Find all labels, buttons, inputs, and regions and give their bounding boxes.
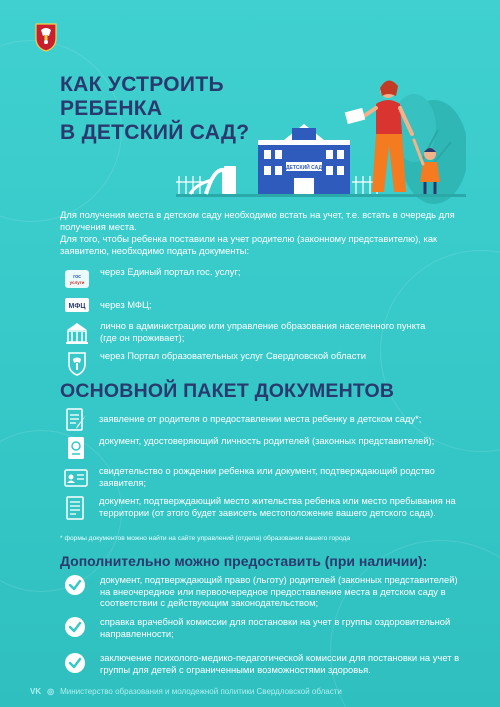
footer (30, 687, 342, 696)
extra-text: справка врачебной комиссии для постановки на учет в группы оздоровительной направленности; (100, 616, 451, 639)
extra-item (64, 574, 465, 609)
instagram-icon[interactable]: ◎ (47, 687, 55, 696)
document-item (64, 495, 469, 521)
mfc-badge-text: МФЦ (68, 303, 86, 310)
document-item (64, 465, 469, 491)
extras-heading: Дополнительно можно предоставить (при наличии): (60, 553, 428, 569)
document-text: документ, удостоверяющий личность родителей (законных представителей); (99, 435, 435, 446)
residence-document-icon (64, 495, 88, 521)
method-mfc (64, 292, 430, 318)
extra-text: заключение психолого-медико-педагогической комиссии для постановки на учет в группы для детей с ограниченными возможностями здоровья. (100, 652, 460, 675)
footnote: * формы документов можно найти на сайте управлений (отдела) образования вашего города (60, 535, 351, 542)
document-item (64, 435, 469, 461)
gosuslugi-icon (64, 266, 90, 292)
check-circle-icon (64, 652, 86, 674)
method-text: через Единый портал гос. услуг; (100, 266, 241, 277)
title-line-1: КАК УСТРОИТЬ РЕБЕНКА (60, 73, 224, 120)
method-text: через Портал образовательных услуг Свердловской области (100, 350, 366, 361)
method-administration (64, 320, 430, 346)
kindergarten-illustration (176, 70, 466, 205)
title-line-2: В ДЕТСКИЙ САД? (60, 121, 250, 144)
method-text: лично в администрацию или управление образования населенного пункта (где он проживает); (100, 320, 426, 343)
extra-item (64, 616, 465, 639)
extra-text: документ, подтверждающий право (льготу) родителей (законных представителей) на внеочередное или первоочередное предоставление места в детском саду в соответствии с действующим законодательством; (100, 574, 458, 608)
method-portal (64, 350, 430, 376)
intro-paragraph-2: Для того, чтобы ребенка поставили на учет родителю (законному представителю), как заявителю, необходимо подать документы: (60, 233, 438, 256)
footer-text: Министерство образования и молодежной политики Свердловской области (60, 687, 342, 696)
certificate-icon (64, 465, 88, 491)
document-item (64, 407, 469, 433)
document-text: заявление от родителя о предоставлении места ребенку в детском саду*; (99, 413, 422, 424)
building-sign: ДЕТСКИЙ САД (285, 165, 323, 171)
gosuslugi-badge-top: гос (73, 274, 81, 280)
regional-emblem-icon (64, 350, 90, 376)
documents-heading: ОСНОВНОЙ ПАКЕТ ДОКУМЕНТОВ (60, 380, 395, 402)
gosuslugi-badge-bottom: услуги (69, 280, 85, 285)
coat-of-arms-icon (34, 22, 58, 52)
check-circle-icon (64, 574, 86, 596)
intro-paragraph-1: Для получения места в детском саду необходимо встать на учет, т.е. встать в очередь для получения места. (60, 209, 455, 232)
check-circle-icon (64, 616, 86, 638)
method-text: через МФЦ; (100, 299, 152, 310)
passport-icon (64, 435, 88, 461)
administration-building-icon (64, 320, 90, 346)
extra-item (64, 652, 465, 675)
intro-text (60, 209, 470, 257)
document-text: документ, подтверждающий место жительства ребенка или место пребывания на территории (от этого будет зависеть местоположение вашего детского сада). (99, 495, 456, 518)
document-text: свидетельство о рождении ребенка или документ, подтверждающий родство заявителя; (99, 465, 435, 488)
vk-icon[interactable]: VK (30, 687, 42, 696)
method-gosuslugi (64, 266, 430, 292)
mfc-icon (64, 292, 90, 318)
application-icon (64, 407, 88, 433)
